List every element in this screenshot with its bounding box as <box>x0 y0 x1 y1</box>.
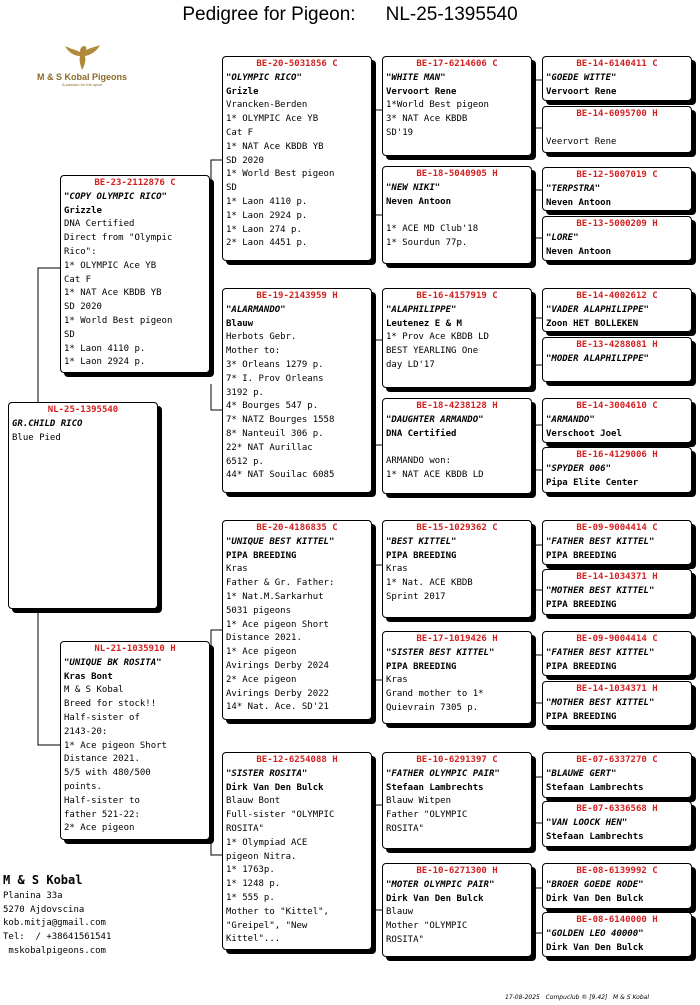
ring-number: BE-13-5000209 H <box>576 219 658 229</box>
ring-number: BE-12-5007019 C <box>576 170 658 180</box>
pigeon-card-gen4 <box>542 801 692 847</box>
pigeon-name: "ALARMANDO" <box>226 304 286 315</box>
pigeon-card-gen4 <box>542 752 692 798</box>
pigeon-card-gen4 <box>542 569 692 615</box>
pigeon-card-gen4 <box>542 447 692 493</box>
pigeon-card-gen4 <box>542 398 692 443</box>
pigeon-card-gen2 <box>222 752 372 950</box>
pigeon-color: Dirk Van Den Bulck <box>546 893 644 904</box>
pigeon-name: "DAUGHTER ARMANDO" <box>386 414 484 425</box>
pigeon-name: "GOEDE WITTE" <box>546 72 617 83</box>
pigeon-color: Dirk Van Den Bulck <box>226 782 324 793</box>
owner-phone: Tel: / +38641561541 <box>3 932 112 943</box>
pigeon-color: Dirk Van Den Bulck <box>386 893 484 904</box>
ring-number: BE-07-6337270 C <box>576 755 658 765</box>
pigeon-color: PIPA BREEDING <box>546 661 617 672</box>
pigeon-name: "FATHER BEST KITTEL" <box>546 536 655 547</box>
pigeon-notes: DNA Certified Direct from "Olympic Rico": 1* OLYMPIC Ace YB Cat F 1* NAT Ace KBDB YB SD 2020 1* World Best pigeon SD 1* Laon 4110 p. 1* Laon 2924 p. <box>64 219 173 368</box>
ring-number: BE-16-4157919 C <box>416 291 498 301</box>
pigeon-name: "SISTER ROSITA" <box>226 768 308 779</box>
pigeon-name: "MOTHER BEST KITTEL" <box>546 585 655 596</box>
pigeon-card-gen3 <box>382 56 532 156</box>
pigeon-card-gen4 <box>542 631 692 676</box>
pigeon-notes: Blauw Bont Full-sister "OLYMPIC ROSITA" 1* Olympiad ACE pigeon Nitra. 1* 1763p. 1* 1248 p. 1* 555 p. Mother to "Kittel", "Greipel", "New Kittel"... <box>226 796 335 945</box>
pigeon-color: PIPA BREEDING <box>386 550 457 561</box>
pigeon-color: PIPA BREEDING <box>226 550 297 561</box>
pigeon-card-gen4 <box>542 216 692 261</box>
pigeon-color: Verschoot Joel <box>546 428 622 439</box>
ring-number: BE-18-4238128 H <box>416 401 498 411</box>
ring-number: BE-17-6214606 C <box>416 59 498 69</box>
pigeon-color: Vervoort Rene <box>386 86 457 97</box>
pigeon-notes: M & S Kobal Breed for stock!! Half-sister of 2143-20: 1* Ace pigeon Short Distance 2021. 5/5 with 480/500 points. Half-sister to father 521-22: 2* Ace pigeon <box>64 685 167 834</box>
pigeon-color: Grizzle <box>64 205 102 216</box>
owner-email: kob.mitja@gmail.com <box>3 918 106 929</box>
pigeon-color: Stefaan Lambrechts <box>546 782 644 793</box>
pigeon-color: PIPA BREEDING <box>546 711 617 722</box>
pigeon-name: "WHITE MAN" <box>386 72 446 83</box>
pigeon-notes: Blauw Mother "OLYMPIC ROSITA" <box>386 907 468 945</box>
pigeon-card-gen4 <box>542 863 692 909</box>
pigeon-name: "FATHER OLYMPIC PAIR" <box>386 768 500 779</box>
pigeon-card-gen4 <box>542 167 692 211</box>
pigeon-card-gen2 <box>222 288 372 493</box>
pigeon-color: Leutenez E & M <box>386 318 462 329</box>
pigeon-name: "VAN LOOCK HEN" <box>546 817 628 828</box>
pigeon-name: "SPYDER 006" <box>546 463 612 474</box>
pigeon-name: "GOLDEN LEO 40000" <box>546 928 644 939</box>
owner-info <box>3 874 111 959</box>
owner-name: M & S Kobal <box>3 873 83 887</box>
pigeon-name: "SISTER BEST KITTEL" <box>386 647 495 658</box>
pigeon-color: PIPA BREEDING <box>546 550 617 561</box>
pigeon-name: "UNIQUE BEST KITTEL" <box>226 536 335 547</box>
pigeon-notes: 1*World Best pigeon 3* NAT Ace KBDB SD'19 <box>386 100 489 138</box>
ring-number: BE-14-6095700 H <box>576 109 658 119</box>
pigeon-notes: 1* ACE MD Club'18 1* Sourdun 77p. <box>386 224 479 248</box>
ring-number: BE-08-6140000 H <box>576 915 658 925</box>
pigeon-color: Blauw <box>226 318 254 329</box>
pigeon-name: "BLAUWE GERT" <box>546 768 617 779</box>
owner-address-street: Planina 33a <box>3 890 63 901</box>
ring-number: BE-20-4186835 C <box>256 523 338 533</box>
pigeon-name: "ARMANDO" <box>546 414 595 425</box>
ring-number: BE-16-4129006 H <box>576 450 658 460</box>
pigeon-notes: Vrancken-Berden 1* OLYMPIC Ace YB Cat F 1* NAT Ace KBDB YB SD 2020 1* World Best pigeon SD 1* Laon 4110 p. 1* Laon 2924 p. 1* Laon 274 p. 2* Laon 4451 p. <box>226 100 335 249</box>
ring-number: BE-14-1034371 H <box>576 684 658 694</box>
pigeon-notes: 1* Prov Ace KBDB LD BEST YEARLING One day LD'17 <box>386 332 489 370</box>
pigeon-card-gen2 <box>222 520 372 720</box>
pigeon-card-dam <box>60 641 210 840</box>
ring-number: BE-15-1029362 C <box>416 523 498 533</box>
pigeon-name: "BROER GOEDE RODE" <box>546 879 644 890</box>
pigeon-card-gen3 <box>382 166 532 264</box>
pigeon-name: "LORE" <box>546 232 579 243</box>
pigeon-card-sire <box>60 175 210 373</box>
pigeon-color: Blue Pied <box>12 432 61 443</box>
pigeon-color: Grizle <box>226 86 259 97</box>
ring-number: BE-09-9004414 C <box>576 634 658 644</box>
pigeon-color: Neven Antoon <box>546 197 612 208</box>
pigeon-notes: Kras Grand mother to 1* Quievrain 7305 p. <box>386 675 484 713</box>
ring-number: NL-21-1035910 H <box>94 644 176 654</box>
pigeon-card-gen3 <box>382 631 532 724</box>
ring-number: BE-17-1019426 H <box>416 634 498 644</box>
pigeon-card-gen4 <box>542 912 692 957</box>
pigeon-card-gen4 <box>542 288 692 332</box>
pigeon-name: "TERPSTRA" <box>546 183 601 194</box>
ring-number: BE-23-2112876 C <box>94 178 176 188</box>
ring-number: BE-09-9004414 C <box>576 523 658 533</box>
ring-number: BE-08-6139992 C <box>576 866 658 876</box>
pigeon-notes: Kras Father & Gr. Father: 1* Nat.M.Sarkarhut 5031 pigeons 1* Ace pigeon Short Distance 2021. 1* Ace pigeon Avirings Derby 2024 2* Ace pigeon Avirings Derby 2022 14* Nat. Ace. SD'21 <box>226 564 335 713</box>
title-label: Pedigree for Pigeon: <box>182 4 356 25</box>
ring-number: BE-19-2143959 H <box>256 291 338 301</box>
owner-website: mskobalpigeons.com <box>3 945 106 956</box>
pigeon-card-gen3 <box>382 752 532 849</box>
pigeon-card-gen4 <box>542 520 692 565</box>
logo-name: M & S Kobal Pigeons <box>36 72 127 82</box>
ring-number: BE-14-6140411 C <box>576 59 658 69</box>
pigeon-card-gen4 <box>542 106 692 153</box>
pigeon-name: "BEST KITTEL" <box>386 536 457 547</box>
pigeon-name: GR.CHILD RICO <box>12 418 83 429</box>
ring-number: BE-10-6271300 H <box>416 866 498 876</box>
pigeon-notes: ARMANDO won: 1* NAT ACE KBDB LD <box>386 456 484 480</box>
pigeon-card-gen4 <box>542 681 692 726</box>
pigeon-color: PIPA BREEDING <box>386 661 457 672</box>
footer-print-info: 17-08-2025 Compuclub ® [9.42] M & S Kobal <box>505 994 649 1001</box>
pigeon-card-gen3 <box>382 288 532 388</box>
pigeon-notes: Herbots Gebr. Mother to: 3* Orleans 1279 p. 7* I. Prov Orleans 3192 p. 4* Bourges 547 p. 7* NATZ Bourges 1558 8* Nanteuil 306 p. 22* NAT Aurillac 6512 p. 44* NAT Souilac 6085 <box>226 332 335 481</box>
owner-address-city: 5270 Ajdovscina <box>3 904 85 915</box>
pigeon-color: Kras Bont <box>64 671 113 682</box>
ring-number: BE-14-3004610 C <box>576 401 658 411</box>
ring-number: BE-07-6336568 H <box>576 804 658 814</box>
pigeon-color: Vervoort Rene <box>546 86 617 97</box>
pigeon-name: "COPY OLYMPIC RICO" <box>64 191 167 202</box>
pigeon-name: "UNIQUE BK ROSITA" <box>64 657 162 668</box>
pigeon-color: Zoon HET BOLLEKEN <box>546 318 639 329</box>
ring-number: BE-20-5031856 C <box>256 59 338 69</box>
ring-number: BE-14-4002612 C <box>576 291 658 301</box>
pigeon-color: Pipa Elite Center <box>546 477 639 488</box>
ring-number: BE-18-5040905 H <box>416 169 498 179</box>
pigeon-color: PIPA BREEDING <box>546 599 617 610</box>
ring-number: BE-13-4288081 H <box>576 340 658 350</box>
logo-slogan: A passion for the sport <box>62 82 102 87</box>
pigeon-notes: Kras 1* Nat. ACE KBDB Sprint 2017 <box>386 564 473 602</box>
pigeon-card-gen3 <box>382 520 532 618</box>
ring-number: NL-25-1395540 <box>47 405 119 415</box>
ring-number: BE-14-1034371 H <box>576 572 658 582</box>
pigeon-card-gen4 <box>542 56 692 101</box>
pigeon-name: "VADER ALAPHILIPPE" <box>546 304 649 315</box>
pigeon-card-subject <box>8 402 158 609</box>
pigeon-color: Neven Antoon <box>386 196 452 207</box>
pigeon-name: "MODER ALAPHILIPPE" <box>546 353 649 364</box>
ring-number: BE-10-6291397 C <box>416 755 498 765</box>
pigeon-name: "FATHER BEST KITTEL" <box>546 647 655 658</box>
pigeon-name: "MOTER OLYMPIC PAIR" <box>386 879 495 890</box>
pigeon-color: Stefaan Lambrechts <box>386 782 484 793</box>
pigeon-color: Neven Antoon <box>546 246 612 257</box>
pigeon-color: Dirk Van Den Bulck <box>546 942 644 953</box>
pigeon-card-gen3 <box>382 398 532 494</box>
pigeon-notes: Blauw Witpen Father "OLYMPIC ROSITA" <box>386 796 468 834</box>
pigeon-color: Stefaan Lambrechts <box>546 831 644 842</box>
ring-number: BE-12-6254088 H <box>256 755 338 765</box>
pigeon-name: "NEW NIKI" <box>386 182 441 193</box>
pigeon-card-gen4 <box>542 337 692 382</box>
pigeon-name: "OLYMPIC RICO" <box>226 72 302 83</box>
pigeon-name: "ALAPHILIPPE" <box>386 304 457 315</box>
title-ring: NL-25-1395540 <box>385 4 518 25</box>
pigeon-name: "MOTHER BEST KITTEL" <box>546 697 655 708</box>
pigeon-color: DNA Certified <box>386 428 457 439</box>
pigeon-notes: Veervort Rene <box>546 136 617 147</box>
pigeon-card-gen2 <box>222 56 372 261</box>
pigeon-card-gen3 <box>382 863 532 957</box>
